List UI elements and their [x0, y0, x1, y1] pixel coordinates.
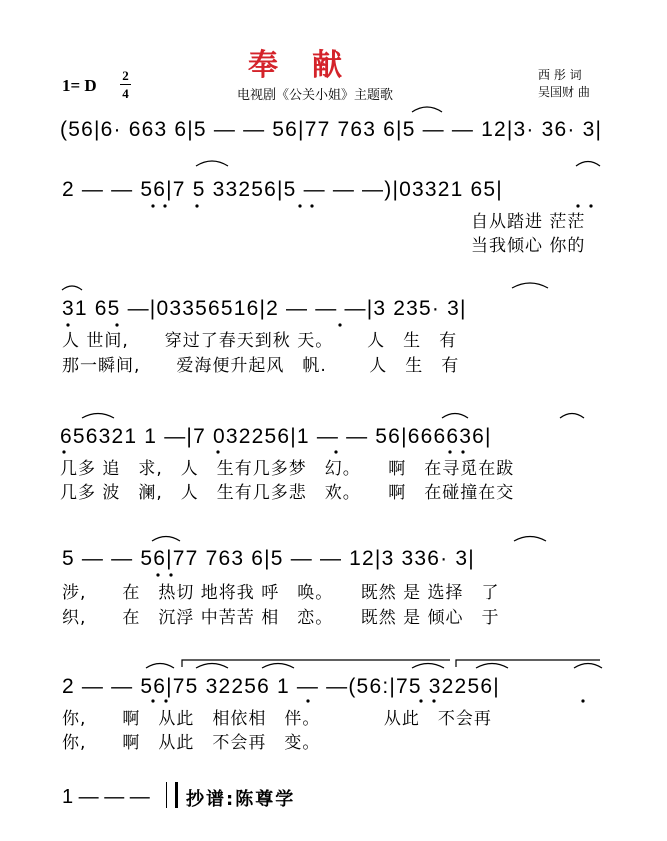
song-title: 奉献 [248, 48, 376, 83]
slur-mark [196, 664, 228, 669]
lyrics-row-4-verse-2: 几多 波 澜, 人 生有几多悲 欢。 啊 在碰撞在交 [60, 483, 515, 503]
octave-dot [115, 323, 118, 326]
octave-dot [334, 450, 337, 453]
slur-mark [146, 664, 174, 669]
lyrics-row-5-verse-2: 织, 在 沉浮 中苦苦 相 恋。 既然 是 倾心 于 [62, 608, 500, 628]
slur-mark [514, 537, 546, 542]
meter-bottom: 4 [122, 86, 129, 101]
notation-row-4: 656321 1 —|7 032256|1 — — 56|666636| [60, 425, 492, 448]
key-signature: 1= D [62, 76, 97, 95]
slur-mark [476, 664, 508, 669]
notation-row-1: (56|6· 663 6|5 — — 56|77 763 6|5 — — 12|3· 36· 3| [60, 118, 603, 141]
slur-mark [512, 283, 548, 288]
song-subtitle: 电视剧《公关小姐》主题歌 [237, 88, 394, 103]
notation-row-3: 31 65 —|03356516|2 — — —|3 235· 3| [62, 297, 467, 320]
slur-mark [412, 107, 442, 112]
transcriber-credit: 抄谱:陈尊学 [186, 789, 296, 810]
slur-mark [412, 664, 444, 669]
octave-dot [195, 204, 198, 207]
octave-dot [164, 699, 167, 702]
slur-mark [262, 664, 294, 669]
slur-mark [62, 286, 82, 290]
octave-dot [576, 204, 579, 207]
lyrics-row-5-verse-1: 涉, 在 热切 地将我 呼 唤。 既然 是 选择 了 [62, 583, 500, 603]
composer-credit: 吴国财 曲 [538, 85, 590, 99]
slur-mark [152, 537, 180, 542]
octave-dot [169, 573, 172, 576]
lyrics-row-4-verse-1: 几多 追 求, 人 生有几多梦 幻。 啊 在寻觅在跋 [60, 459, 515, 479]
octave-dot [216, 450, 219, 453]
slur-mark [574, 664, 602, 669]
notation-row-2: 2 — — 56|7 5 33256|5 — — —)|03321 65| [62, 178, 503, 201]
lyrics-row-3-verse-1: 人 世间, 穿过了春天到秋 天。 人 生 有 [62, 331, 458, 351]
lyrics-row-6-verse-2: 你, 啊 从此 不会再 变。 [62, 733, 321, 753]
octave-dot [66, 323, 69, 326]
lyrics-row-3-verse-2: 那一瞬间, 爱海便升起风 帆. 人 生 有 [62, 356, 460, 376]
slur-mark [82, 414, 114, 419]
meter-top: 2 [122, 68, 129, 83]
notation-row-6: 2 — — 56|75 32256 1 — —(56:|75 32256| [62, 675, 500, 698]
slur-mark [442, 414, 468, 419]
slur-mark [196, 161, 228, 166]
octave-dot [151, 699, 154, 702]
slur-mark [560, 414, 584, 419]
octave-dot [419, 699, 422, 702]
octave-dot [589, 204, 592, 207]
lyrics-row-2-verse-2: 当我倾心 你的 [471, 236, 586, 256]
octave-dot [448, 450, 451, 453]
octave-dot [298, 204, 301, 207]
final-measure: 1 — — — [62, 786, 150, 808]
lyricist-credit: 西 彤 词 [538, 68, 582, 82]
octave-dot [163, 204, 166, 207]
lyrics-row-2-verse-1: 自从踏进 茫茫 [471, 212, 586, 232]
octave-dot [62, 450, 65, 453]
lyrics-row-6-verse-1: 你, 啊 从此 相依相 伴。 从此 不会再 [62, 709, 492, 729]
octave-dot [581, 699, 584, 702]
octave-dot [156, 573, 159, 576]
octave-dot [306, 699, 309, 702]
slur-mark [576, 162, 600, 167]
octave-dot [432, 699, 435, 702]
notation-row-5: 5 — — 56|77 763 6|5 — — 12|3 336· 3| [62, 547, 475, 570]
octave-dot [151, 204, 154, 207]
octave-dot [338, 323, 341, 326]
octave-dot [310, 204, 313, 207]
octave-dot [461, 450, 464, 453]
